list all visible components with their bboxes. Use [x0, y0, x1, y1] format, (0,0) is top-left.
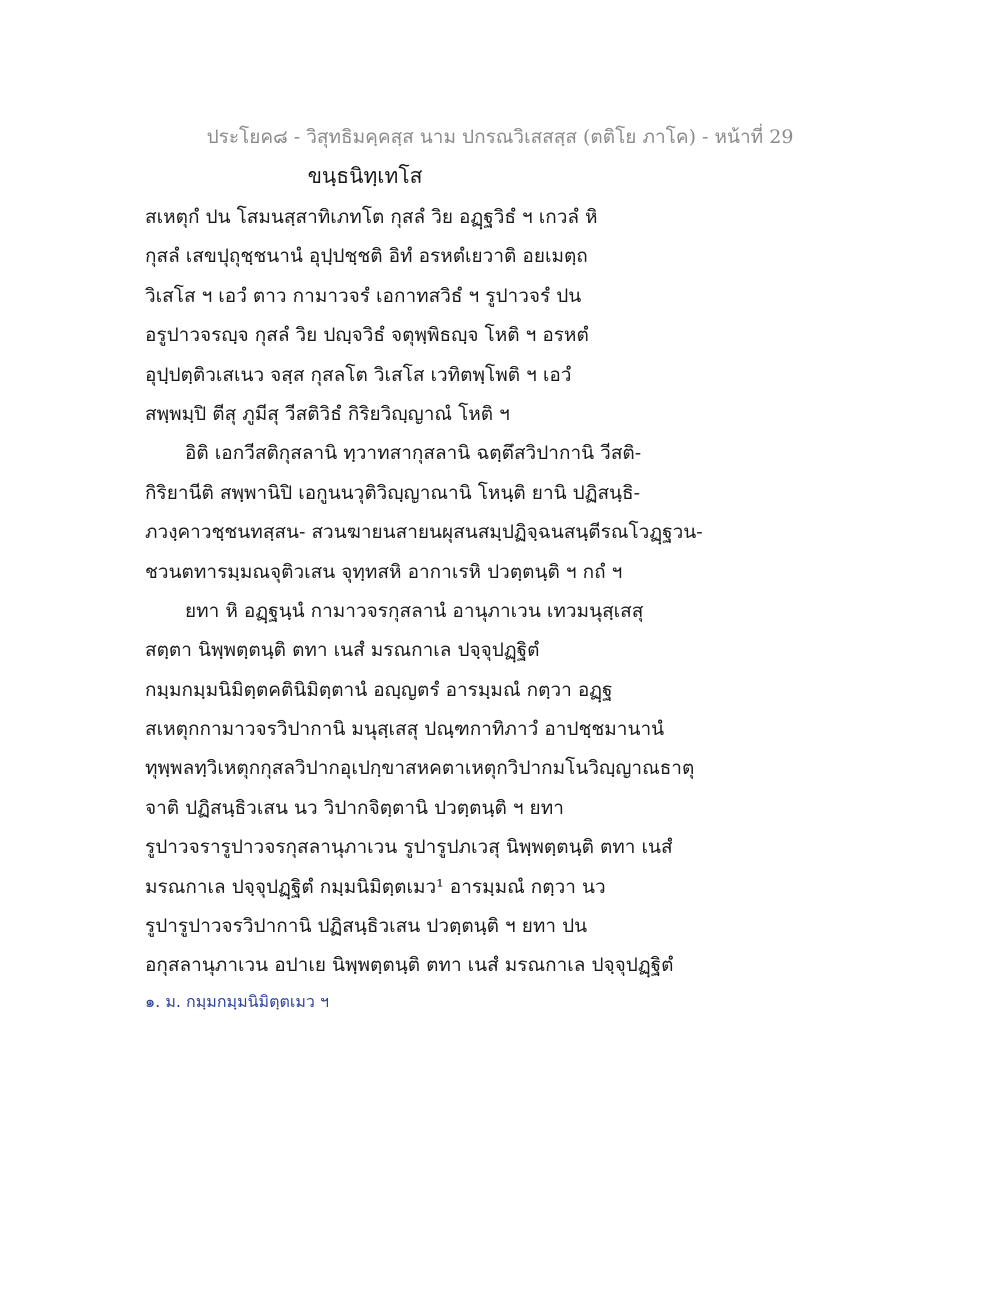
section-title: ขนฺธนิทฺเทโส — [307, 164, 423, 188]
text-line: กุสลํ เสขปุถุชฺชนานํ อุปฺปชฺชติ อิทํ อรหตํเยวาติ อยเมตฺถ — [145, 245, 588, 268]
text-line: อกุสลานุภาเวน อปาเย นิพฺพตฺตนฺติ ตทา เนสํ มรณกาเล ปจฺจุปฏฺฐิตํ — [145, 954, 674, 977]
running-header: ประโยค๘ - วิสุทธิมคฺคสฺส นาม ปกรณวิเสสสฺส (ตติโย ภาโค) - หน้าที่ 29 — [206, 126, 794, 148]
paragraph-start-line: อิติ เอกวีสติกุสลานิ ทฺวาทสากุสลานิ ฉตฺตึสวิปากานิ วีสติ- — [185, 442, 642, 465]
text-line: ทุพฺพลทฺวิเหตุกกุสลวิปากอุเปกฺขาสหคตาเหตุกวิปากมโนวิญฺญาณธาตุ — [145, 757, 695, 780]
paragraph-start-line: ยทา หิ อฏฺฐนฺนํ กามาวจรกุสลานํ อานุภาเวน เทวมนุสฺเสสุ — [185, 599, 644, 622]
text-line: กิริยานีติ สพฺพานิปิ เอกูนนวุติวิญฺญาณานิ โหนฺติ ยานิ ปฏิสนฺธิ- — [145, 481, 641, 504]
text-line: ภวงฺคาวชฺชนทสฺสน- สวนฆายนสายนผุสนสมฺปฏิจฺฉนสนฺตีรณโวฏฺฐวน- — [145, 521, 703, 544]
text-line: วิเสโส ฯ เอวํ ตาว กามาวจรํ เอกาทสวิธํ ฯ รูปาวจรํ ปน — [145, 284, 582, 307]
text-line: สตฺตา นิพฺพตฺตนฺติ ตทา เนสํ มรณกาเล ปจฺจุปฏฺฐิตํ — [145, 639, 540, 662]
text-line: สเหตุกํ ปน โสมนสฺสาทิเภทโต กุสลํ วิย อฏฺฐวิธํ ฯ เกวลํ หิ — [145, 206, 598, 228]
text-line: รูปาวจรารูปาวจรกุสลานุภาเวน รูปารูปภเวสุ นิพฺพตฺตนฺติ ตทา เนสํ — [145, 836, 673, 859]
text-line: อรูปาวจรญฺจ กุสลํ วิย ปญฺจวิธํ จตุพฺพิธญฺจ โหติ ฯ อรหตํ — [145, 324, 589, 347]
body-text — [145, 198, 715, 986]
footnote: ๑. ม. กมฺมกมฺมนิมิตฺตเมว ฯ — [145, 992, 329, 1011]
text-line: สพฺพมฺปิ ตีสุ ภูมีสุ วีสติวิธํ กิริยวิญฺญาณํ โหติ ฯ — [145, 402, 510, 425]
text-line: จาติ ปฏิสนฺธิวเสน นว วิปากจิตฺตานิ ปวตฺตนฺติ ฯ ยทา — [145, 796, 564, 819]
text-line: สเหตุกกามาวจรวิปากานิ มนุสฺเสสุ ปณฺฑกาทิภาวํ อาปชฺชมานานํ — [145, 718, 665, 741]
text-line: รูปารูปาวจรวิปากานิ ปฏิสนฺธิวเสน ปวตฺตนฺติ ฯ ยทา ปน — [145, 915, 588, 938]
text-line: มรณกาเล ปจฺจุปฏฺฐิตํ กมฺมนิมิตฺตเมว¹ อารมฺมณํ กตฺวา นว — [145, 875, 606, 898]
text-line: ชวนตทารมฺมณจุติวเสน จุทฺทสหิ อากาเรหิ ปวตฺตนฺติ ฯ กถํ ฯ — [145, 560, 623, 583]
text-line: อุปฺปตฺติวเสเนว จสฺส กุสลโต วิเสโส เวทิตพฺโพติ ฯ เอวํ — [145, 363, 572, 386]
text-line: กมฺมกมฺมนิมิตฺตคตินิมิตฺตานํ อญฺญตรํ อารมฺมณํ กตฺวา อฏฺฐ — [145, 678, 613, 701]
